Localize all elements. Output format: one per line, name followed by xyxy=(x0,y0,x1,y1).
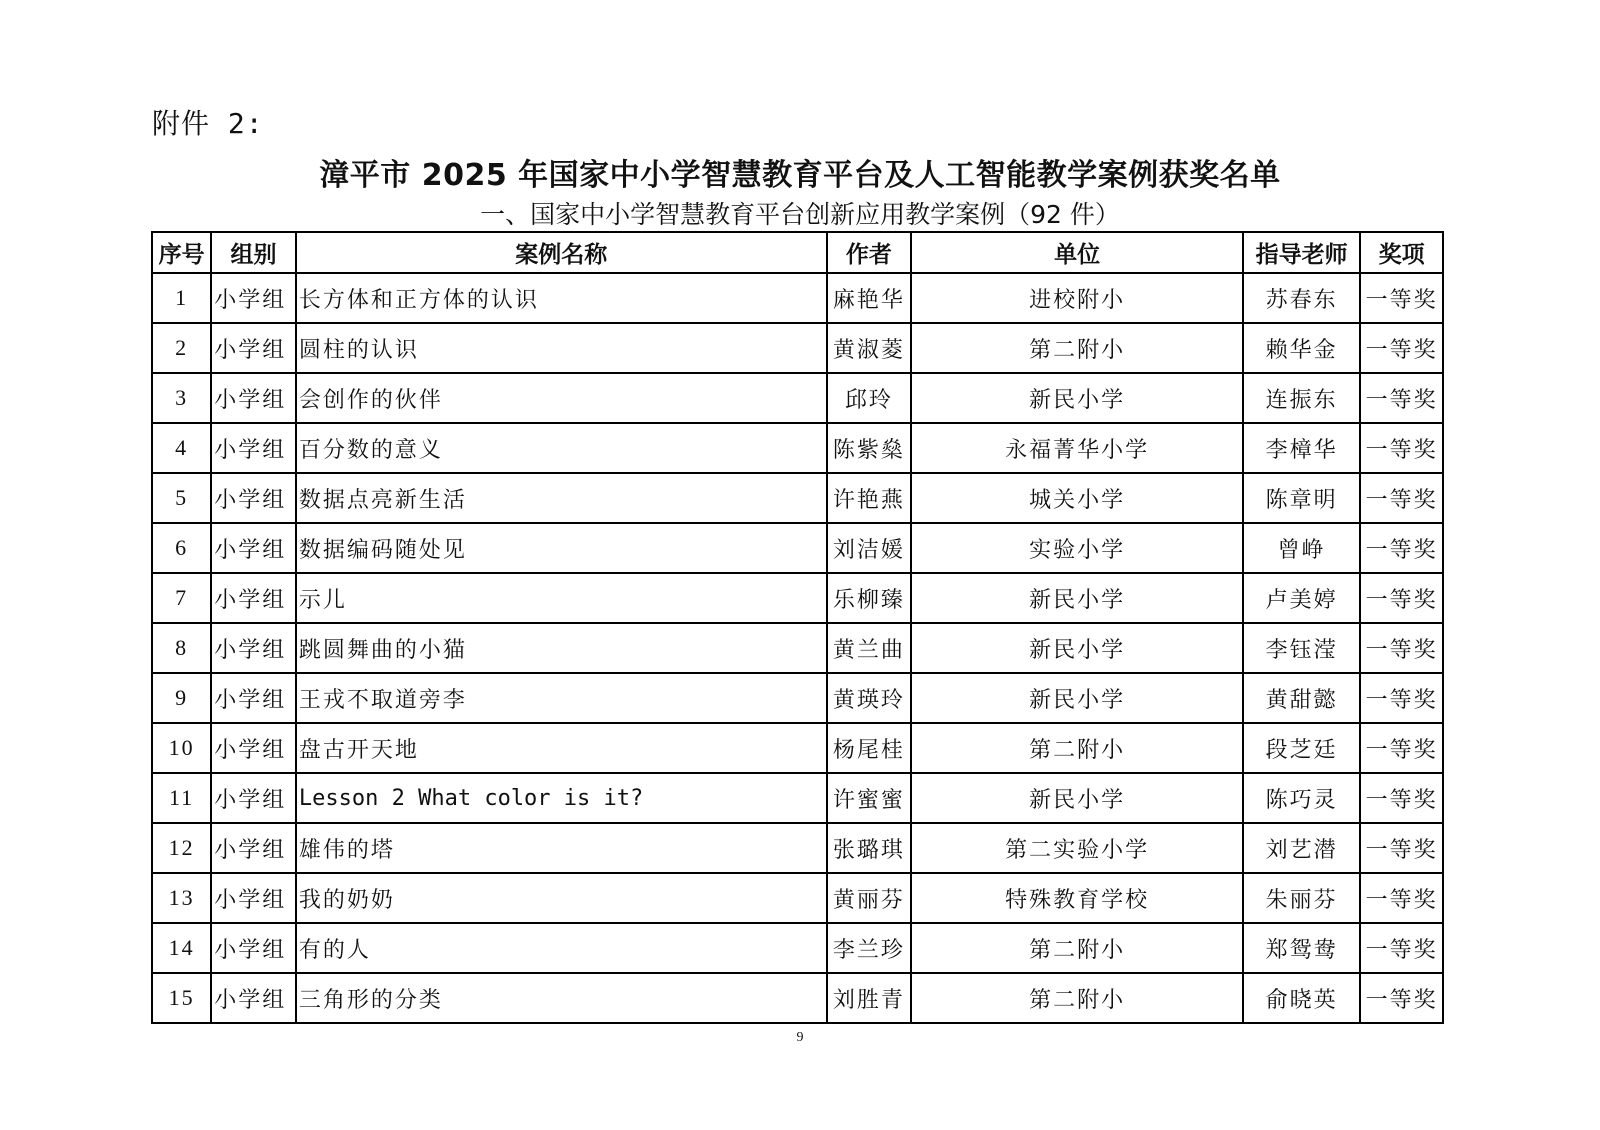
cell-unit: 实验小学 xyxy=(911,523,1243,573)
cell-advisor: 苏春东 xyxy=(1243,273,1360,323)
cell-award: 一等奖 xyxy=(1360,623,1443,673)
cell-group: 小学组 xyxy=(211,923,296,973)
cell-case-name: 圆柱的认识 xyxy=(296,323,827,373)
cell-group: 小学组 xyxy=(211,473,296,523)
cell-advisor: 连振东 xyxy=(1243,373,1360,423)
cell-advisor: 陈章明 xyxy=(1243,473,1360,523)
table-row xyxy=(152,573,1443,623)
cell-case-name: 会创作的伙伴 xyxy=(296,373,827,423)
cell-index: 8 xyxy=(152,623,211,673)
cell-advisor: 赖华金 xyxy=(1243,323,1360,373)
cell-case-name: 三角形的分类 xyxy=(296,973,827,1023)
cell-case-name: 数据编码随处见 xyxy=(296,523,827,573)
cell-index: 11 xyxy=(152,773,211,823)
cell-unit: 城关小学 xyxy=(911,473,1243,523)
table-row xyxy=(152,423,1443,473)
cell-award: 一等奖 xyxy=(1360,273,1443,323)
section-title: 一、国家中小学智慧教育平台创新应用教学案例（92 件） xyxy=(480,200,1120,229)
cell-author: 乐柳臻 xyxy=(827,573,912,623)
cell-advisor: 李钰滢 xyxy=(1243,623,1360,673)
cell-case-name: 王戎不取道旁李 xyxy=(296,673,827,723)
cell-group: 小学组 xyxy=(211,323,296,373)
cell-group: 小学组 xyxy=(211,273,296,323)
award-table xyxy=(151,231,1444,1024)
cell-unit: 第二实验小学 xyxy=(911,823,1243,873)
cell-index: 2 xyxy=(152,323,211,373)
cell-award: 一等奖 xyxy=(1360,523,1443,573)
cell-advisor: 陈巧灵 xyxy=(1243,773,1360,823)
cell-index: 6 xyxy=(152,523,211,573)
cell-author: 许蜜蜜 xyxy=(827,773,912,823)
cell-author: 张璐琪 xyxy=(827,823,912,873)
cell-advisor: 刘艺潜 xyxy=(1243,823,1360,873)
cell-author: 黄瑛玲 xyxy=(827,673,912,723)
cell-advisor: 朱丽芬 xyxy=(1243,873,1360,923)
cell-index: 9 xyxy=(152,673,211,723)
cell-unit: 新民小学 xyxy=(911,573,1243,623)
cell-author: 李兰珍 xyxy=(827,923,912,973)
cell-index: 15 xyxy=(152,973,211,1023)
cell-case-name: 盘古开天地 xyxy=(296,723,827,773)
header-case-name: 案例名称 xyxy=(296,232,827,273)
header-advisor: 指导老师 xyxy=(1243,232,1360,273)
cell-award: 一等奖 xyxy=(1360,823,1443,873)
cell-author: 邱玲 xyxy=(827,373,912,423)
cell-index: 3 xyxy=(152,373,211,423)
cell-award: 一等奖 xyxy=(1360,773,1443,823)
cell-advisor: 黄甜懿 xyxy=(1243,673,1360,723)
cell-award: 一等奖 xyxy=(1360,873,1443,923)
cell-award: 一等奖 xyxy=(1360,673,1443,723)
table-row xyxy=(152,923,1443,973)
cell-unit: 新民小学 xyxy=(911,623,1243,673)
cell-author: 黄兰曲 xyxy=(827,623,912,673)
cell-unit: 新民小学 xyxy=(911,673,1243,723)
document-title: 漳平市 2025 年国家中小学智慧教育平台及人工智能教学案例获奖名单 xyxy=(319,158,1281,193)
cell-index: 13 xyxy=(152,873,211,923)
table-row xyxy=(152,473,1443,523)
header-index: 序号 xyxy=(152,232,211,273)
cell-unit: 第二附小 xyxy=(911,323,1243,373)
cell-award: 一等奖 xyxy=(1360,473,1443,523)
cell-award: 一等奖 xyxy=(1360,373,1443,423)
table-row xyxy=(152,373,1443,423)
cell-index: 7 xyxy=(152,573,211,623)
cell-group: 小学组 xyxy=(211,673,296,723)
cell-group: 小学组 xyxy=(211,973,296,1023)
cell-group: 小学组 xyxy=(211,773,296,823)
cell-group: 小学组 xyxy=(211,873,296,923)
table-row xyxy=(152,773,1443,823)
table-row xyxy=(152,273,1443,323)
cell-advisor: 李樟华 xyxy=(1243,423,1360,473)
table-row xyxy=(152,623,1443,673)
cell-unit: 新民小学 xyxy=(911,773,1243,823)
table-row xyxy=(152,323,1443,373)
cell-unit: 永福菁华小学 xyxy=(911,423,1243,473)
cell-unit: 第二附小 xyxy=(911,723,1243,773)
award-table-body xyxy=(152,273,1443,1023)
cell-author: 黄淑菱 xyxy=(827,323,912,373)
cell-author: 许艳燕 xyxy=(827,473,912,523)
header-unit: 单位 xyxy=(911,232,1243,273)
table-row xyxy=(152,673,1443,723)
cell-case-name: Lesson 2 What color is it? xyxy=(296,773,827,823)
cell-case-name: 我的奶奶 xyxy=(296,873,827,923)
cell-unit: 新民小学 xyxy=(911,373,1243,423)
cell-advisor: 卢美婷 xyxy=(1243,573,1360,623)
cell-group: 小学组 xyxy=(211,373,296,423)
cell-advisor: 俞晓英 xyxy=(1243,973,1360,1023)
table-row xyxy=(152,723,1443,773)
cell-advisor: 曾峥 xyxy=(1243,523,1360,573)
cell-author: 刘洁媛 xyxy=(827,523,912,573)
cell-unit: 第二附小 xyxy=(911,923,1243,973)
cell-case-name: 百分数的意义 xyxy=(296,423,827,473)
cell-case-name: 跳圆舞曲的小猫 xyxy=(296,623,827,673)
cell-author: 陈紫燊 xyxy=(827,423,912,473)
cell-index: 1 xyxy=(152,273,211,323)
cell-index: 12 xyxy=(152,823,211,873)
cell-group: 小学组 xyxy=(211,623,296,673)
cell-unit: 第二附小 xyxy=(911,973,1243,1023)
cell-unit: 特殊教育学校 xyxy=(911,873,1243,923)
header-group: 组别 xyxy=(211,232,296,273)
cell-author: 杨尾桂 xyxy=(827,723,912,773)
cell-award: 一等奖 xyxy=(1360,923,1443,973)
cell-advisor: 郑鸳鸯 xyxy=(1243,923,1360,973)
cell-award: 一等奖 xyxy=(1360,573,1443,623)
cell-group: 小学组 xyxy=(211,723,296,773)
cell-author: 麻艳华 xyxy=(827,273,912,323)
cell-group: 小学组 xyxy=(211,523,296,573)
table-header-row xyxy=(152,232,1443,273)
cell-author: 刘胜青 xyxy=(827,973,912,1023)
cell-advisor: 段芝廷 xyxy=(1243,723,1360,773)
cell-award: 一等奖 xyxy=(1360,723,1443,773)
cell-index: 4 xyxy=(152,423,211,473)
table-row xyxy=(152,823,1443,873)
cell-award: 一等奖 xyxy=(1360,323,1443,373)
cell-group: 小学组 xyxy=(211,573,296,623)
cell-case-name: 数据点亮新生活 xyxy=(296,473,827,523)
cell-award: 一等奖 xyxy=(1360,423,1443,473)
header-author: 作者 xyxy=(827,232,912,273)
cell-case-name: 有的人 xyxy=(296,923,827,973)
cell-case-name: 示儿 xyxy=(296,573,827,623)
cell-index: 14 xyxy=(152,923,211,973)
attachment-label: 附件 2: xyxy=(152,107,264,140)
cell-index: 5 xyxy=(152,473,211,523)
cell-case-name: 长方体和正方体的认识 xyxy=(296,273,827,323)
table-row xyxy=(152,523,1443,573)
cell-group: 小学组 xyxy=(211,423,296,473)
cell-index: 10 xyxy=(152,723,211,773)
cell-award: 一等奖 xyxy=(1360,973,1443,1023)
table-row xyxy=(152,973,1443,1023)
table-row xyxy=(152,873,1443,923)
header-award: 奖项 xyxy=(1360,232,1443,273)
cell-case-name: 雄伟的塔 xyxy=(296,823,827,873)
page-number: 9 xyxy=(796,1030,804,1045)
cell-group: 小学组 xyxy=(211,823,296,873)
cell-author: 黄丽芬 xyxy=(827,873,912,923)
cell-unit: 进校附小 xyxy=(911,273,1243,323)
